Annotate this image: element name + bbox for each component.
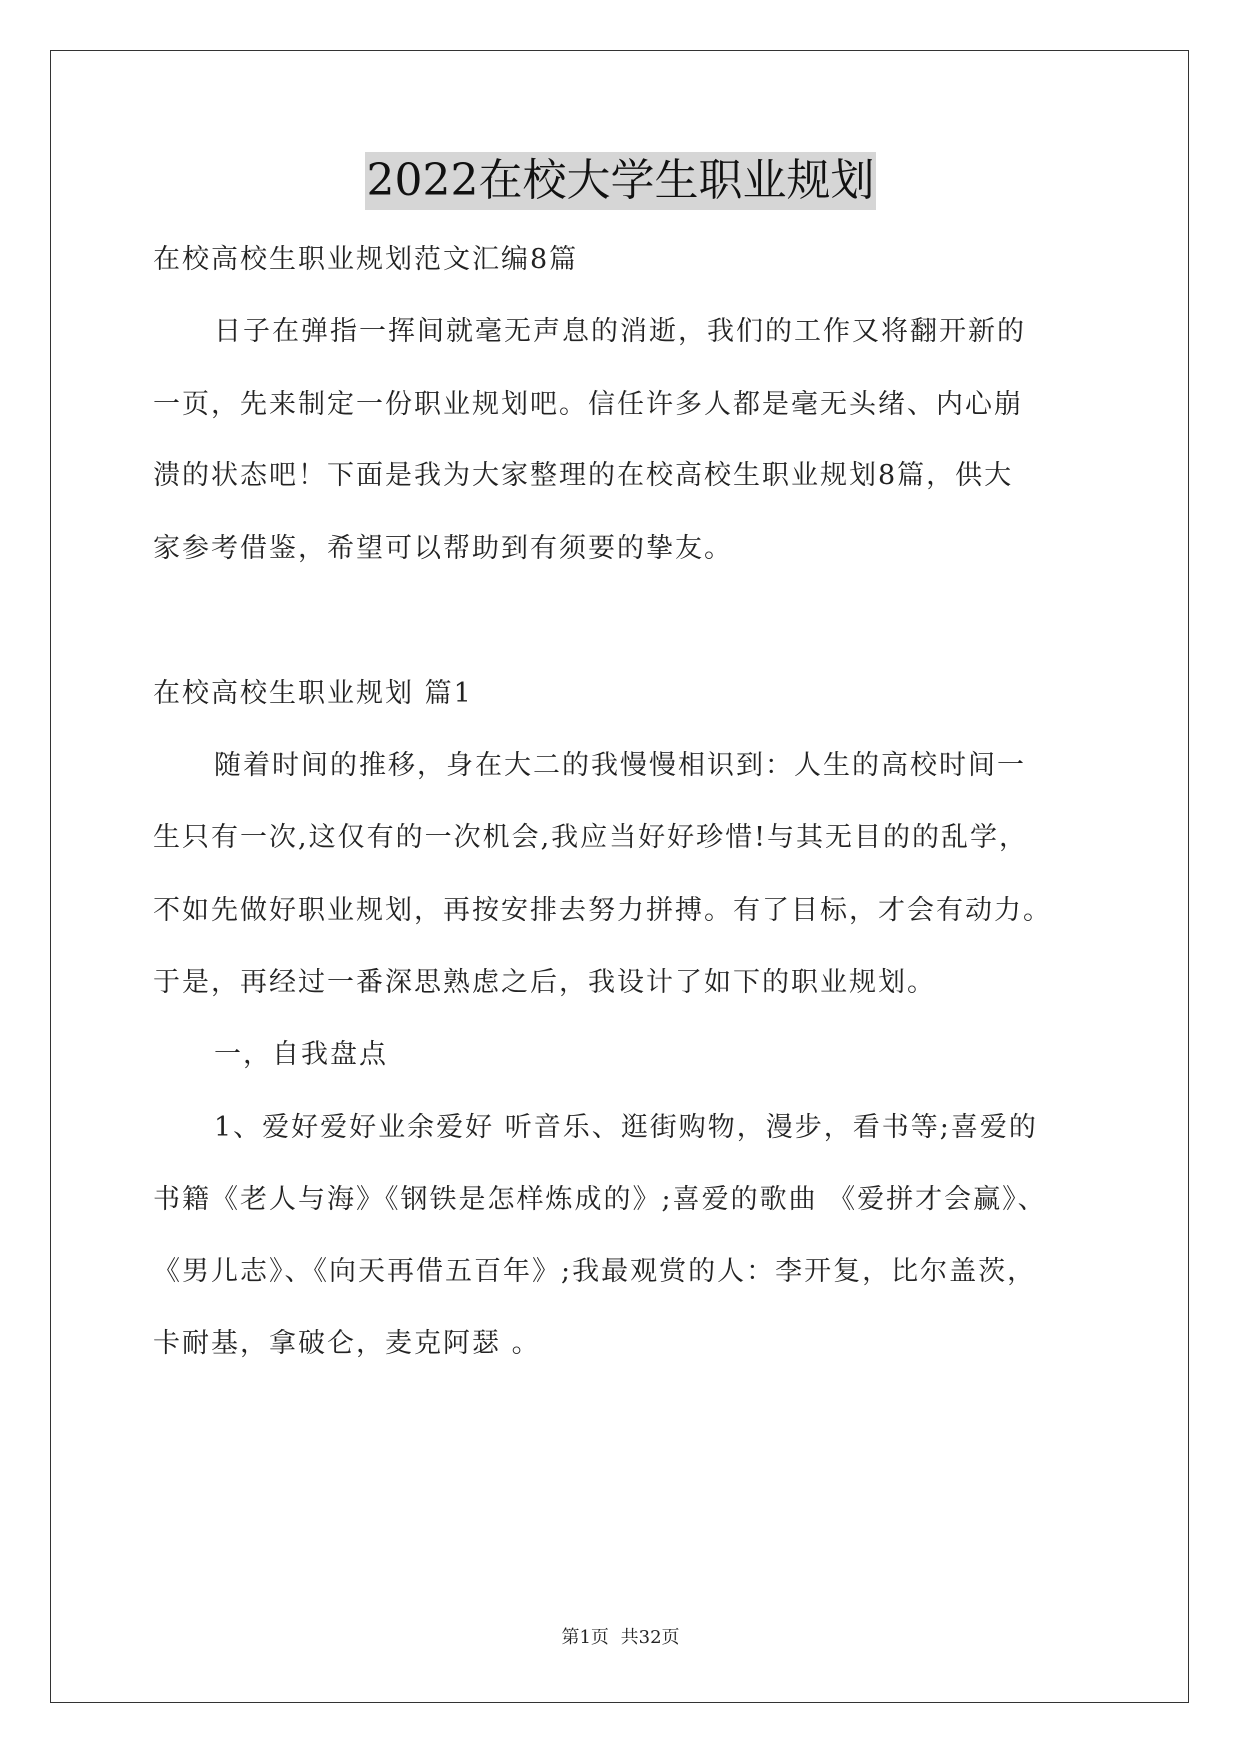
paragraph-line: 日子在弹指一挥间就毫无声息的消逝，我们的工作又将翻开新的 (214, 316, 1026, 347)
paragraph-line: 生只有一次,这仅有的一次机会,我应当好好珍惜!与其无目的的乱学， (153, 822, 1029, 853)
section-heading: 在校高校生职业规划 篇1 (153, 678, 473, 709)
paragraph-line: 卡耐基，拿破仑，麦克阿瑟 。 (153, 1328, 541, 1359)
paragraph-line: 1、爱好爱好业余爱好 听音乐、逛街购物，漫步，看书等;喜爱的 (214, 1112, 1038, 1143)
paragraph-line: 溃的状态吧！下面是我为大家整理的在校高校生职业规划8篇，供大 (153, 460, 1014, 491)
paragraph-line: 于是，再经过一番深思熟虑之后，我设计了如下的职业规划。 (153, 967, 936, 998)
paragraph-line: 随着时间的推移，身在大二的我慢慢相识到：人生的高校时间一 (214, 750, 1026, 781)
page-number: 第1页 (561, 1627, 609, 1648)
page-footer (0, 1626, 1241, 1650)
subheading-line: 一，自我盘点 (214, 1039, 388, 1070)
paragraph-line: 一页，先来制定一份职业规划吧。信任许多人都是毫无头绪、内心崩 (153, 389, 1023, 420)
paragraph-line: 家参考借鉴，希望可以帮助到有须要的挚友。 (153, 533, 733, 564)
paragraph-line: 《男儿志》、《向天再借五百年》;我最观赏的人：李开复，比尔盖茨， (153, 1256, 1037, 1287)
page-border (50, 50, 1189, 1703)
page-total: 共32页 (620, 1627, 680, 1648)
subtitle-line: 在校高校生职业规划范文汇编8篇 (153, 244, 579, 275)
document-title: 2022在校大学生职业规划 (365, 152, 877, 210)
paragraph-line: 不如先做好职业规划，再按安排去努力拼搏。有了目标，才会有动力。 (153, 895, 1052, 926)
title-container (0, 152, 1241, 210)
paragraph-line: 书籍《老人与海》《钢铁是怎样炼成的》;喜爱的歌曲 《爱拼才会赢》、 (153, 1184, 1047, 1215)
